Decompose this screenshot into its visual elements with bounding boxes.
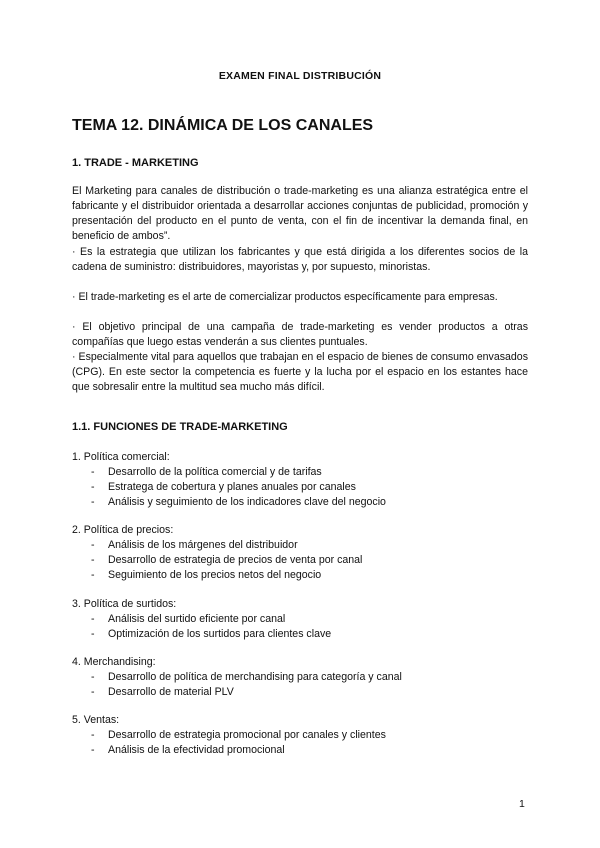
list-item [72, 743, 528, 758]
paragraph-cpg: · Especialmente vital para aquellos que trabajan en el espacio de bienes de consumo envasados (CPG). En este sector la competencia es fuerte y la lucha por el espacio en los estantes hace que sobresalir entre la multitud sea mucho más difícil. [72, 351, 528, 393]
list-item-text: Análisis y seguimiento de los indicadores clave del negocio [108, 496, 386, 508]
function-list [72, 728, 528, 758]
paragraph-strategy: · Es la estrategia que utilizan los fabricantes y que está dirigida a los diferentes socios de la cadena de suministro: distribuidores, mayoristas y, por supuesto, minoristas. [72, 246, 528, 273]
function-group-title: 4. Merchandising: [72, 656, 156, 668]
function-group-merchandising [72, 655, 528, 700]
tema-title: TEMA 12. DINÁMICA DE LOS CANALES [72, 117, 374, 134]
dash-bullet: - [91, 744, 95, 756]
list-item [72, 495, 528, 510]
document-header: EXAMEN FINAL DISTRIBUCIÓN [218, 70, 382, 82]
paragraph-art: · El trade-marketing es el arte de comercializar productos específicamente para empresas. [72, 291, 498, 303]
list-item [72, 480, 528, 495]
page-number: 1 [519, 798, 525, 810]
dash-bullet: - [91, 496, 95, 508]
function-group-surtidos [72, 597, 528, 642]
function-list [72, 670, 528, 700]
function-list [72, 538, 528, 583]
list-item [72, 670, 528, 685]
list-item [72, 612, 528, 627]
dash-bullet: - [91, 481, 95, 493]
list-item-text: Análisis de la efectividad promocional [108, 744, 285, 756]
list-item-text: Seguimiento de los precios netos del negocio [108, 569, 322, 581]
list-item-text: Desarrollo de política de merchandising para categoría y canal [108, 671, 402, 683]
list-item-text: Desarrollo de estrategia de precios de venta por canal [108, 554, 363, 566]
list-item-text: Optimización de los surtidos para clientes clave [108, 628, 332, 640]
list-item-text: Análisis de los márgenes del distribuidor [108, 539, 298, 551]
function-group-precios [72, 523, 528, 583]
function-group-title: 1. Política comercial: [72, 451, 170, 463]
list-item [72, 728, 528, 743]
dash-bullet: - [91, 628, 95, 640]
section-title-trade-marketing: 1. TRADE - MARKETING [72, 157, 199, 169]
list-item-text: Análisis del surtido eficiente por canal [108, 613, 286, 625]
function-group-ventas [72, 713, 528, 758]
function-group-comercial [72, 450, 528, 510]
list-item [72, 685, 528, 700]
function-group-title: 3. Política de surtidos: [72, 598, 177, 610]
function-list [72, 612, 528, 642]
paragraph-definition: El Marketing para canales de distribución o trade-marketing es una alianza estratégica entre el fabricante y el distribuidor orientada a desarrollar acciones conjuntas de publicidad, promoción y presentación del producto en el punto de venta, con el fin de incentivar la demanda final, en beneficio de ambos”. [72, 185, 528, 242]
list-item [72, 627, 528, 642]
list-item-text: Desarrollo de la política comercial y de tarifas [108, 466, 322, 478]
dash-bullet: - [91, 466, 95, 478]
list-item-text: Desarrollo de material PLV [108, 686, 234, 698]
paragraph-objective: · El objetivo principal de una campaña de trade-marketing es vender productos a otras compañías que luego estas venderán a sus clientes puntuales. [72, 321, 528, 348]
list-item [72, 465, 528, 480]
function-group-title: 5. Ventas: [72, 714, 120, 726]
dash-bullet: - [91, 539, 95, 551]
list-item-text: Desarrollo de estrategia promocional por canales y clientes [108, 729, 386, 741]
dash-bullet: - [91, 729, 95, 741]
list-item [72, 538, 528, 553]
list-item-text: Estratega de cobertura y planes anuales por canales [108, 481, 356, 493]
dash-bullet: - [91, 671, 95, 683]
dash-bullet: - [91, 554, 95, 566]
function-list [72, 465, 528, 510]
dash-bullet: - [91, 613, 95, 625]
section-title-funciones: 1.1. FUNCIONES DE TRADE-MARKETING [72, 421, 288, 433]
list-item [72, 553, 528, 568]
list-item [72, 568, 528, 583]
dash-bullet: - [91, 686, 95, 698]
function-group-title: 2. Política de precios: [72, 524, 174, 536]
dash-bullet: - [91, 569, 95, 581]
